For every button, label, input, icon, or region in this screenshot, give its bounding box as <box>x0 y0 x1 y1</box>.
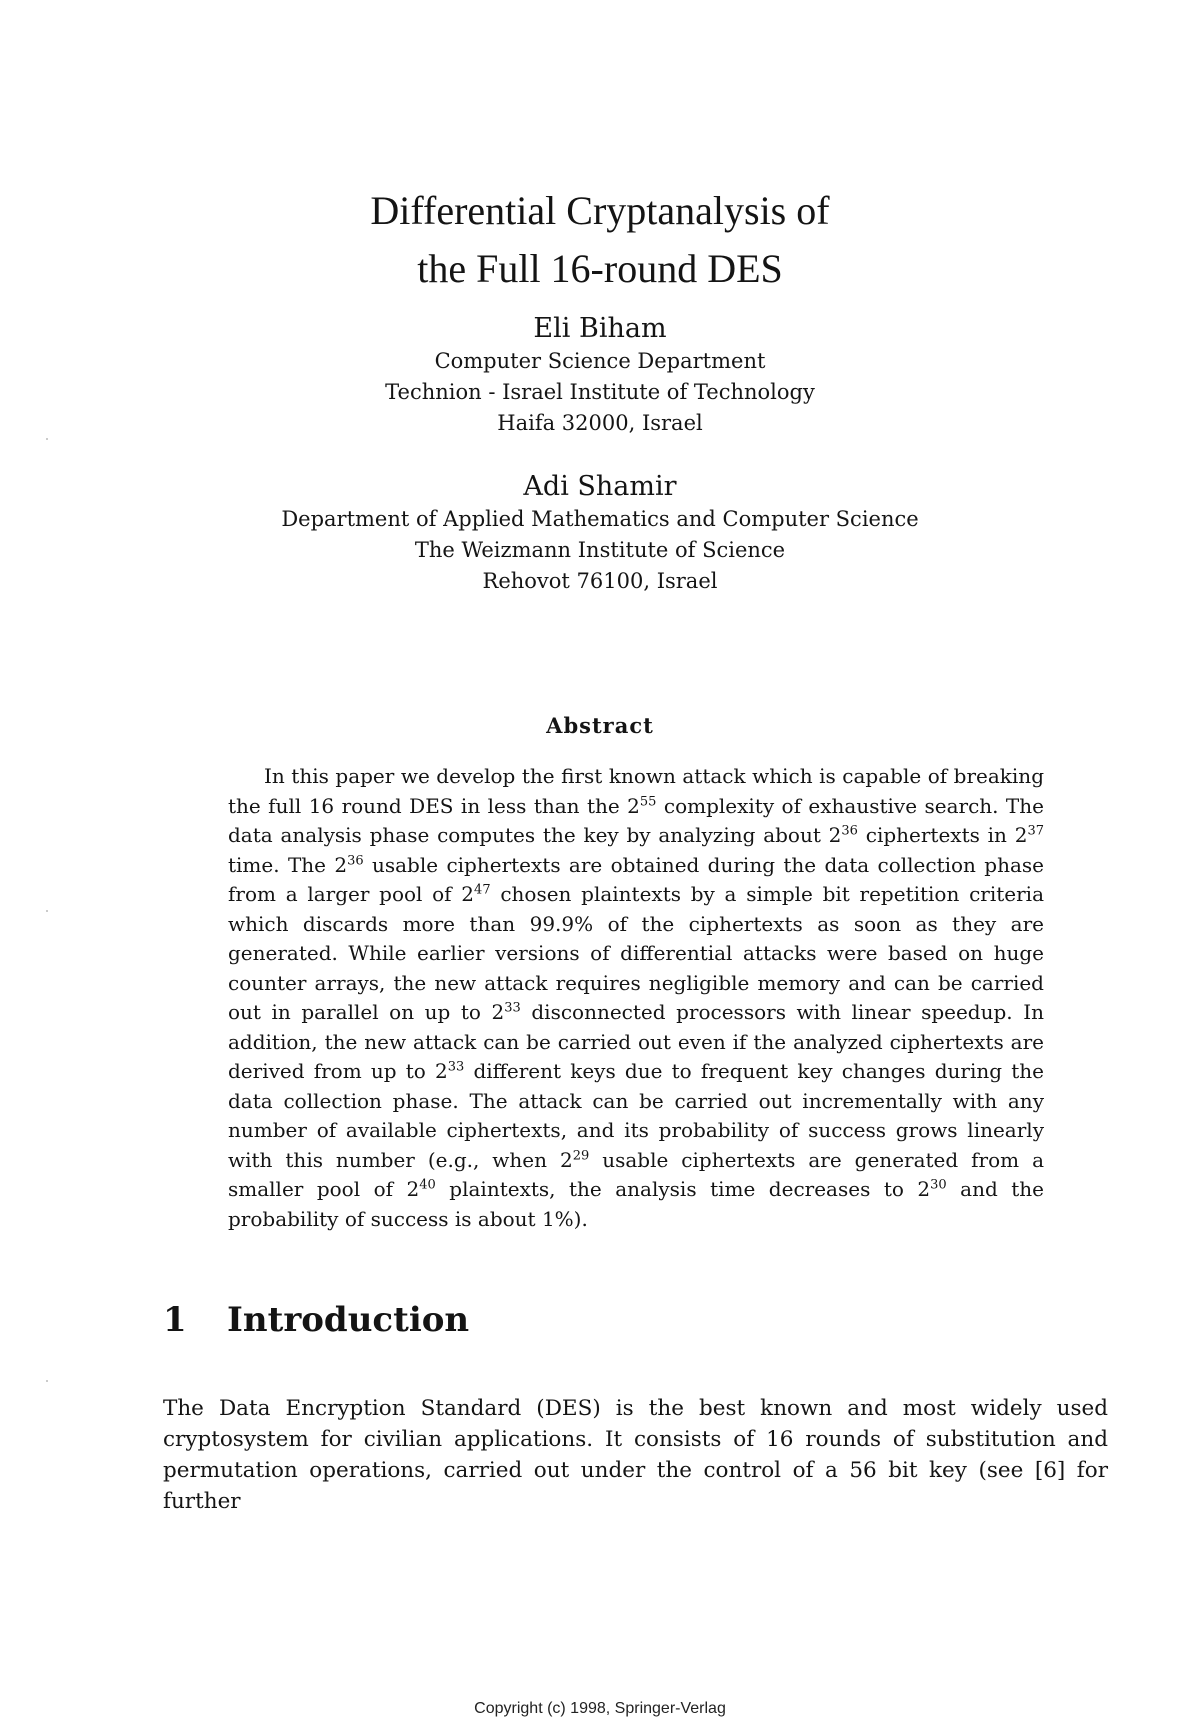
affiliation-line: Rehovot 76100, Israel <box>482 569 718 593</box>
affiliation-line: Technion - Israel Institute of Technology <box>385 380 815 404</box>
abstract-text: time. The 2 <box>228 852 348 877</box>
abstract-body <box>228 762 1044 1234</box>
abstract-text: complexity of exhaustive search. The data analysis phase computes the key by analyzing about 2 <box>228 793 1044 847</box>
scan-speck <box>46 1380 48 1382</box>
exponent: 55 <box>639 793 657 809</box>
exponent: 37 <box>1027 823 1044 839</box>
section-title: Introduction <box>227 1300 470 1340</box>
section-heading <box>163 1300 469 1340</box>
author-block-2 <box>0 470 1200 597</box>
title-line-2: the Full 16-round DES <box>417 246 783 291</box>
exponent: 33 <box>447 1059 465 1075</box>
abstract-text: usable ciphertexts are obtained during the data collection phase from a larger pool of 2 <box>228 852 1044 906</box>
exponent: 29 <box>572 1147 590 1163</box>
copyright-footer: Copyright (c) 1998, Springer-Verlag <box>474 1700 726 1717</box>
scan-speck <box>46 910 48 912</box>
author-block-1 <box>0 312 1200 439</box>
affiliation-line: The Weizmann Institute of Science <box>414 538 786 562</box>
introduction-body <box>163 1393 1108 1517</box>
exponent: 40 <box>419 1177 436 1193</box>
abstract-text: and the probability of success is about 1%). <box>228 1177 1044 1231</box>
exponent: 47 <box>474 882 491 898</box>
scan-speck <box>46 438 48 440</box>
abstract-text: chosen plaintexts by a simple bit repetition criteria which discards more than 99.9% of the ciphertexts as soon as they are generated. While earlier versions of differential attacks were based on huge counter arrays, the new attack requires negligible memory and can be carried out in parallel on up to 2 <box>228 882 1044 1024</box>
abstract-text: different keys due to frequent key changes during the data collection phase. The attack can be carried out incrementally with any number of available ciphertexts, and its probability of success grows linearly with this number (e.g., when 2 <box>228 1059 1045 1172</box>
paper-title <box>0 182 1200 298</box>
author-name: Adi Shamir <box>523 471 677 502</box>
exponent: 30 <box>930 1177 947 1193</box>
exponent: 33 <box>504 1000 521 1016</box>
exponent: 36 <box>841 823 858 839</box>
title-line-1: Differential Cryptanalysis of <box>370 188 830 233</box>
section-number: 1 <box>163 1300 187 1340</box>
abstract-text: disconnected processors with linear speedup. In addition, the new attack can be carried out even if the analyzed ciphertexts are derived from up to 2 <box>228 1000 1044 1083</box>
abstract-text: plaintexts, the analysis time decreases to 2 <box>435 1177 931 1201</box>
exponent: 36 <box>347 852 364 868</box>
affiliation-line: Department of Applied Mathematics and Computer Science <box>281 507 919 531</box>
abstract-paragraph <box>228 762 1044 1234</box>
affiliation-line: Haifa 32000, Israel <box>497 411 703 435</box>
abstract-heading: Abstract <box>546 713 654 738</box>
abstract-text: ciphertexts in 2 <box>857 823 1028 847</box>
affiliation-line: Computer Science Department <box>434 349 766 373</box>
abstract-text: usable ciphertexts are generated from a smaller pool of 2 <box>228 1147 1045 1201</box>
abstract-text: In this paper we develop the first known attack which is capable of breaking the full 16 round DES in less than the 2 <box>228 764 1044 818</box>
introduction-paragraph: The Data Encryption Standard (DES) is the best known and most widely used cryptosystem for civilian applications. It consists of 16 rounds of substitution and permutation operations, carried out under the control of a 56 bit key (see [6] for further <box>163 1396 1108 1514</box>
author-name: Eli Biham <box>533 313 667 344</box>
